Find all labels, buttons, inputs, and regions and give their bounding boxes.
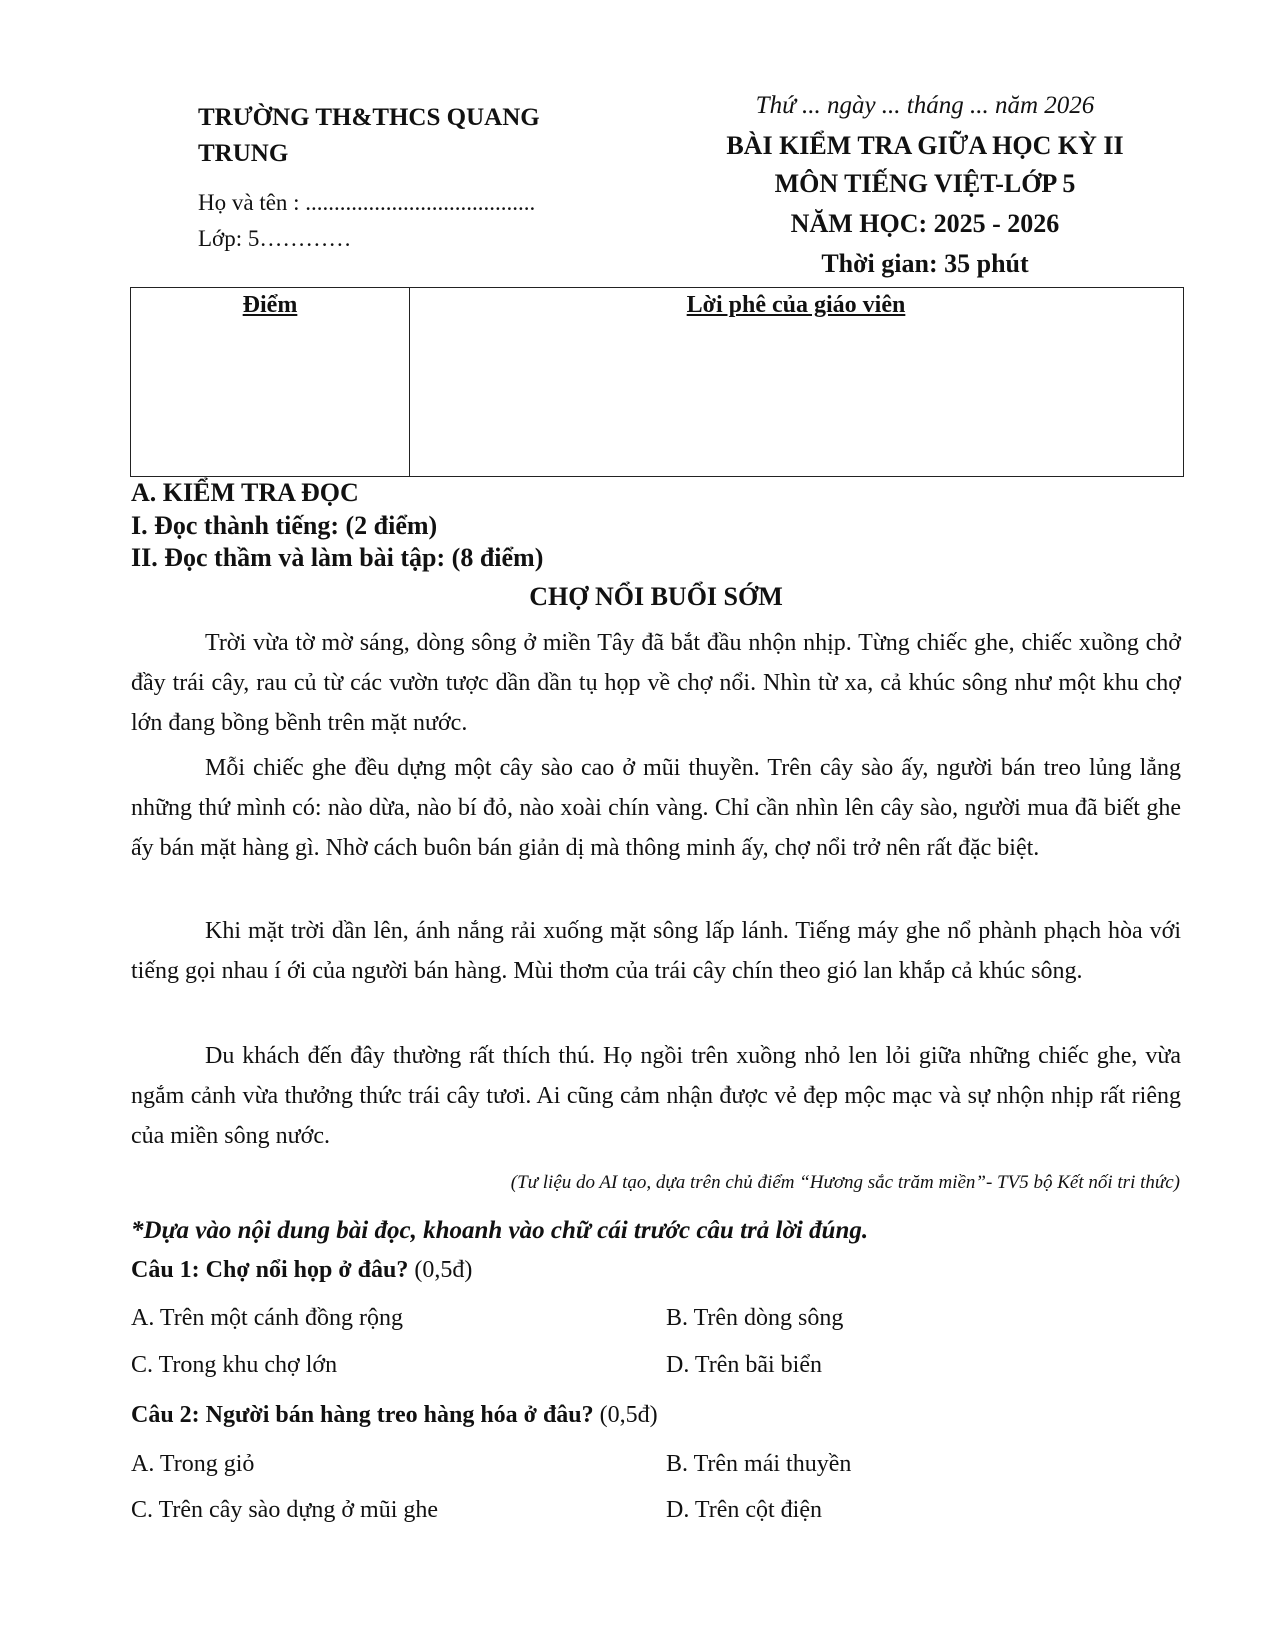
- reading-source: (Tư liệu do AI tạo, dựa trên chủ điểm “Hương sắc trăm miền”- TV5 bộ Kết nối tri thức): [510, 1172, 1180, 1193]
- exam-title: BÀI KIỂM TRA GIỮA HỌC KỲ II: [726, 131, 1124, 160]
- reading-paragraph-1: Trời vừa tờ mờ sáng, dòng sông ở miền Tây đã bắt đầu nhộn nhịp. Từng chiếc ghe, chiếc xuồng chở đầy trái cây, rau củ từ các vườn tược dần dần tụ họp về chợ nổi. Nhìn từ xa, cả khúc sông như một khu chợ lớn đang bồng bềnh trên mặt nước.: [131, 630, 1181, 736]
- school-name: TRƯỜNG TH&THCS QUANG TRUNG: [198, 104, 540, 167]
- question-2-option-a[interactable]: A. Trong giỏ: [131, 1451, 255, 1477]
- section-i-heading: I. Đọc thành tiếng: (2 điểm): [131, 511, 438, 540]
- school-year: NĂM HỌC: 2025 - 2026: [790, 209, 1060, 238]
- question-1: [131, 1257, 472, 1284]
- question-1-option-c[interactable]: C. Trong khu chợ lớn: [131, 1352, 338, 1378]
- duration: Thời gian: 35 phút: [821, 249, 1029, 278]
- subject-title: MÔN TIẾNG VIỆT-LỚP 5: [774, 169, 1076, 198]
- question-1-option-d[interactable]: D. Trên bãi biển: [666, 1352, 822, 1378]
- question-2-points: (0,5đ): [593, 1402, 658, 1428]
- reading-paragraph-3: Khi mặt trời dần lên, ánh nắng rải xuống mặt sông lấp lánh. Tiếng máy ghe nổ phành phạch hòa với tiếng gọi nhau í ới của người bán hàng. Mùi thơm của trái cây chín theo gió lan khắp cả khúc sông.: [131, 918, 1181, 984]
- reading-title: CHỢ NỔI BUỔI SỚM: [529, 582, 783, 611]
- section-ii-heading: II. Đọc thầm và làm bài tập: (8 điểm): [131, 543, 544, 572]
- question-2-label: Câu 2: Người bán hàng treo hàng hóa ở đâu?: [131, 1402, 594, 1428]
- question-2: [131, 1402, 658, 1429]
- question-2-option-c[interactable]: C. Trên cây sào dựng ở mũi ghe: [131, 1497, 439, 1523]
- teacher-comment-label: Lời phê của giáo viên: [686, 292, 906, 318]
- reading-paragraph-4: Du khách đến đây thường rất thích thú. Họ ngồi trên xuồng nhỏ len lỏi giữa những chiếc ghe, vừa ngắm cảnh vừa thưởng thức trái cây tươi. Ai cũng cảm nhận được vẻ đẹp mộc mạc và sự nhộn nhịp rất riêng của miền sông nước.: [131, 1043, 1181, 1149]
- question-2-option-b[interactable]: B. Trên mái thuyền: [666, 1451, 852, 1477]
- section-a-heading: A. KIỂM TRA ĐỌC: [131, 478, 359, 507]
- question-1-option-b[interactable]: B. Trên dòng sông: [666, 1305, 844, 1331]
- instruction: *Dựa vào nội dung bài đọc, khoanh vào chữ cái trước câu trả lời đúng.: [131, 1217, 869, 1244]
- reading-paragraph-2: Mỗi chiếc ghe đều dựng một cây sào cao ở mũi thuyền. Trên cây sào ấy, người bán treo lủng lẳng những thứ mình có: nào dừa, nào bí đỏ, nào xoài chín vàng. Chỉ cần nhìn lên cây sào, người mua đã biết ghe ấy bán mặt hàng gì. Nhờ cách buôn bán giản dị mà thông minh ấy, chợ nổi trở nên rất đặc biệt.: [131, 755, 1181, 861]
- score-label: Điểm: [242, 292, 298, 318]
- question-2-option-d[interactable]: D. Trên cột điện: [666, 1497, 822, 1523]
- student-name-field[interactable]: Họ và tên : ........................................: [198, 190, 536, 215]
- question-1-label: Câu 1: Chợ nổi họp ở đâu?: [131, 1257, 409, 1283]
- class-field[interactable]: Lớp: 5…………: [198, 226, 352, 251]
- date-line: Thứ ... ngày ... tháng ... năm 2026: [755, 92, 1095, 119]
- question-1-points: (0,5đ): [408, 1257, 473, 1283]
- grade-box: [130, 287, 1184, 477]
- question-1-option-a[interactable]: A. Trên một cánh đồng rộng: [131, 1305, 403, 1331]
